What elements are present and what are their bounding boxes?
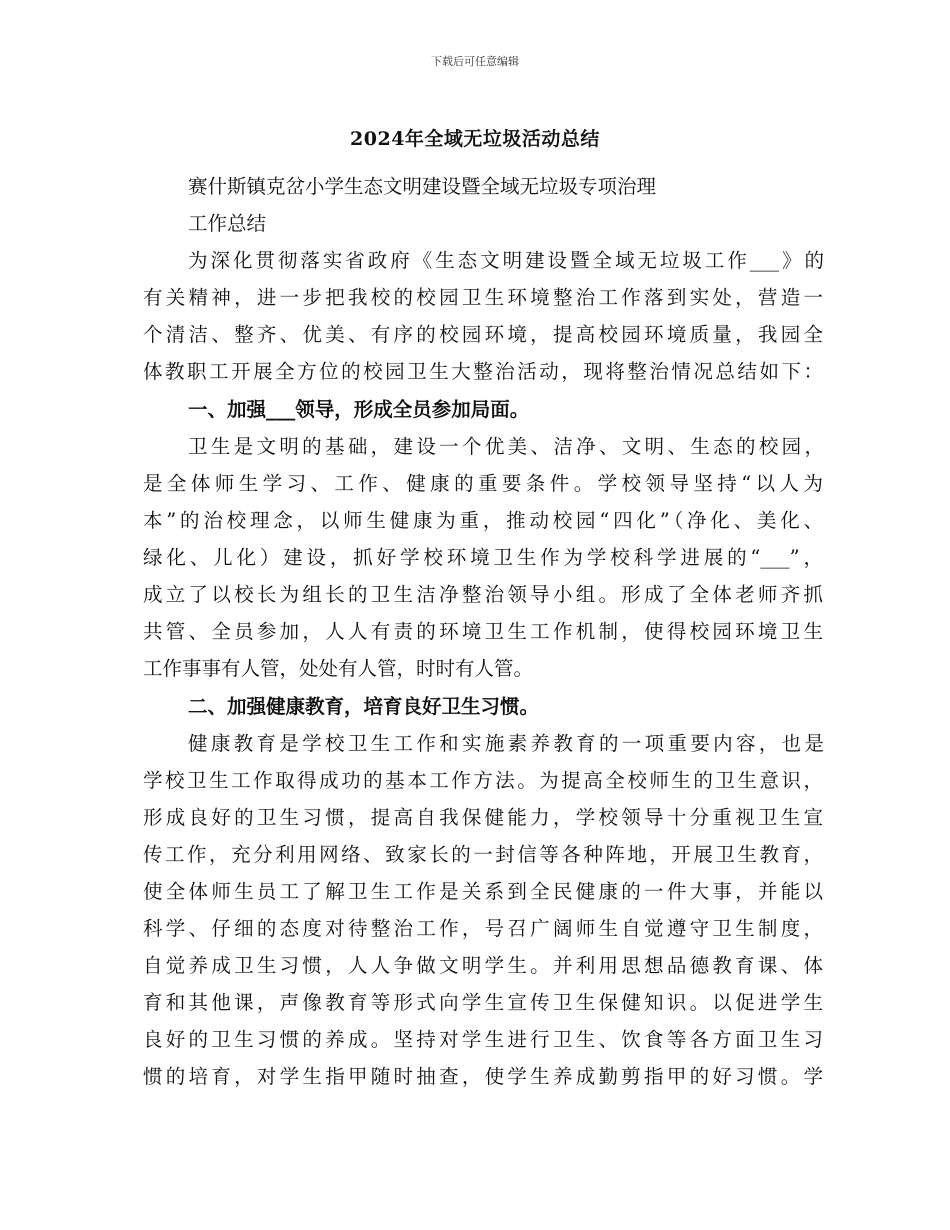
paragraph-line: 科学、仔细的态度对待整治工作，号召广阔师生自觉遵守卫生制度，: [143, 917, 823, 940]
paragraph-line: 是全体师生学习、工作、健康的重要条件。学校领导坚持“以人为: [143, 472, 823, 495]
paragraph-line: 个清洁、整齐、优美、有序的校园环境，提高校园环境质量，我园全: [143, 323, 823, 346]
paragraph-line: 有关精神，进一步把我校的校园卫生环境整治工作落到实处，营造一: [143, 286, 823, 309]
paragraph-line: 良好的卫生习惯的养成。坚持对学生进行卫生、饮食等各方面卫生习: [143, 1028, 823, 1051]
paragraph-line: 学校卫生工作取得成功的基本工作方法。为提高全校师生的卫生意识，: [143, 769, 823, 792]
paragraph-line: 自觉养成卫生习惯，人人争做文明学生。并利用思想品德教育课、体: [143, 954, 823, 977]
paragraph-line: 传工作，充分利用网络、致家长的一封信等各种阵地，开展卫生教育，: [143, 843, 823, 866]
paragraph-line: 本”的治校理念，以师生健康为重，推动校园“四化”（净化、美化、: [143, 509, 823, 532]
paragraph-line: 体教职工开展全方位的校园卫生大整治活动，现将整治情况总结如下：: [143, 360, 823, 383]
paragraph-line: 卫生是文明的基础，建设一个优美、洁净、文明、生态的校园，: [188, 435, 824, 458]
subtitle-line-1: 赛什斯镇克岔小学生态文明建设暨全域无垃圾专项治理: [188, 175, 657, 198]
paragraph-line: 育和其他课，声像教育等形式向学生宣传卫生保健知识。以促进学生: [143, 991, 823, 1014]
paragraph-line: 成立了以校长为组长的卫生洁净整治领导小组。形成了全体老师齐抓: [143, 583, 823, 606]
paragraph-line: 工作事事有人管，处处有人管，时时有人管。: [143, 657, 534, 680]
document-title: 2024年全域无垃圾活动总结: [350, 128, 600, 150]
paragraph-line: 惯的培育，对学生指甲随时抽查，使学生养成勤剪指甲的好习惯。学: [143, 1065, 823, 1088]
paragraph-line: 共管、全员参加，人人有责的环境卫生工作机制，使得校园环境卫生: [143, 620, 823, 643]
subtitle-line-2: 工作总结: [188, 212, 267, 235]
paragraph-line: 形成良好的卫生习惯，提高自我保健能力，学校领导十分重视卫生宣: [143, 806, 823, 829]
paragraph-line: 使全体师生员工了解卫生工作是关系到全民健康的一件大事，并能以: [143, 880, 823, 903]
paragraph-line: 健康教育是学校卫生工作和实施素养教育的一项重要内容，也是: [188, 732, 824, 755]
paragraph-line: 为深化贯彻落实省政府《生态文明建设暨全域无垃圾工作___》的: [188, 249, 824, 272]
section-heading-1: 一、加强___领导，形成全员参加局面。: [188, 398, 530, 421]
paragraph-line: 绿化、儿化）建设，抓好学校环境卫生作为学校科学进展的“___”，: [143, 546, 823, 569]
section-heading-2: 二、加强健康教育，培育良好卫生习惯。: [188, 695, 540, 718]
page-header-note: 下载后可任意编辑: [431, 55, 519, 68]
